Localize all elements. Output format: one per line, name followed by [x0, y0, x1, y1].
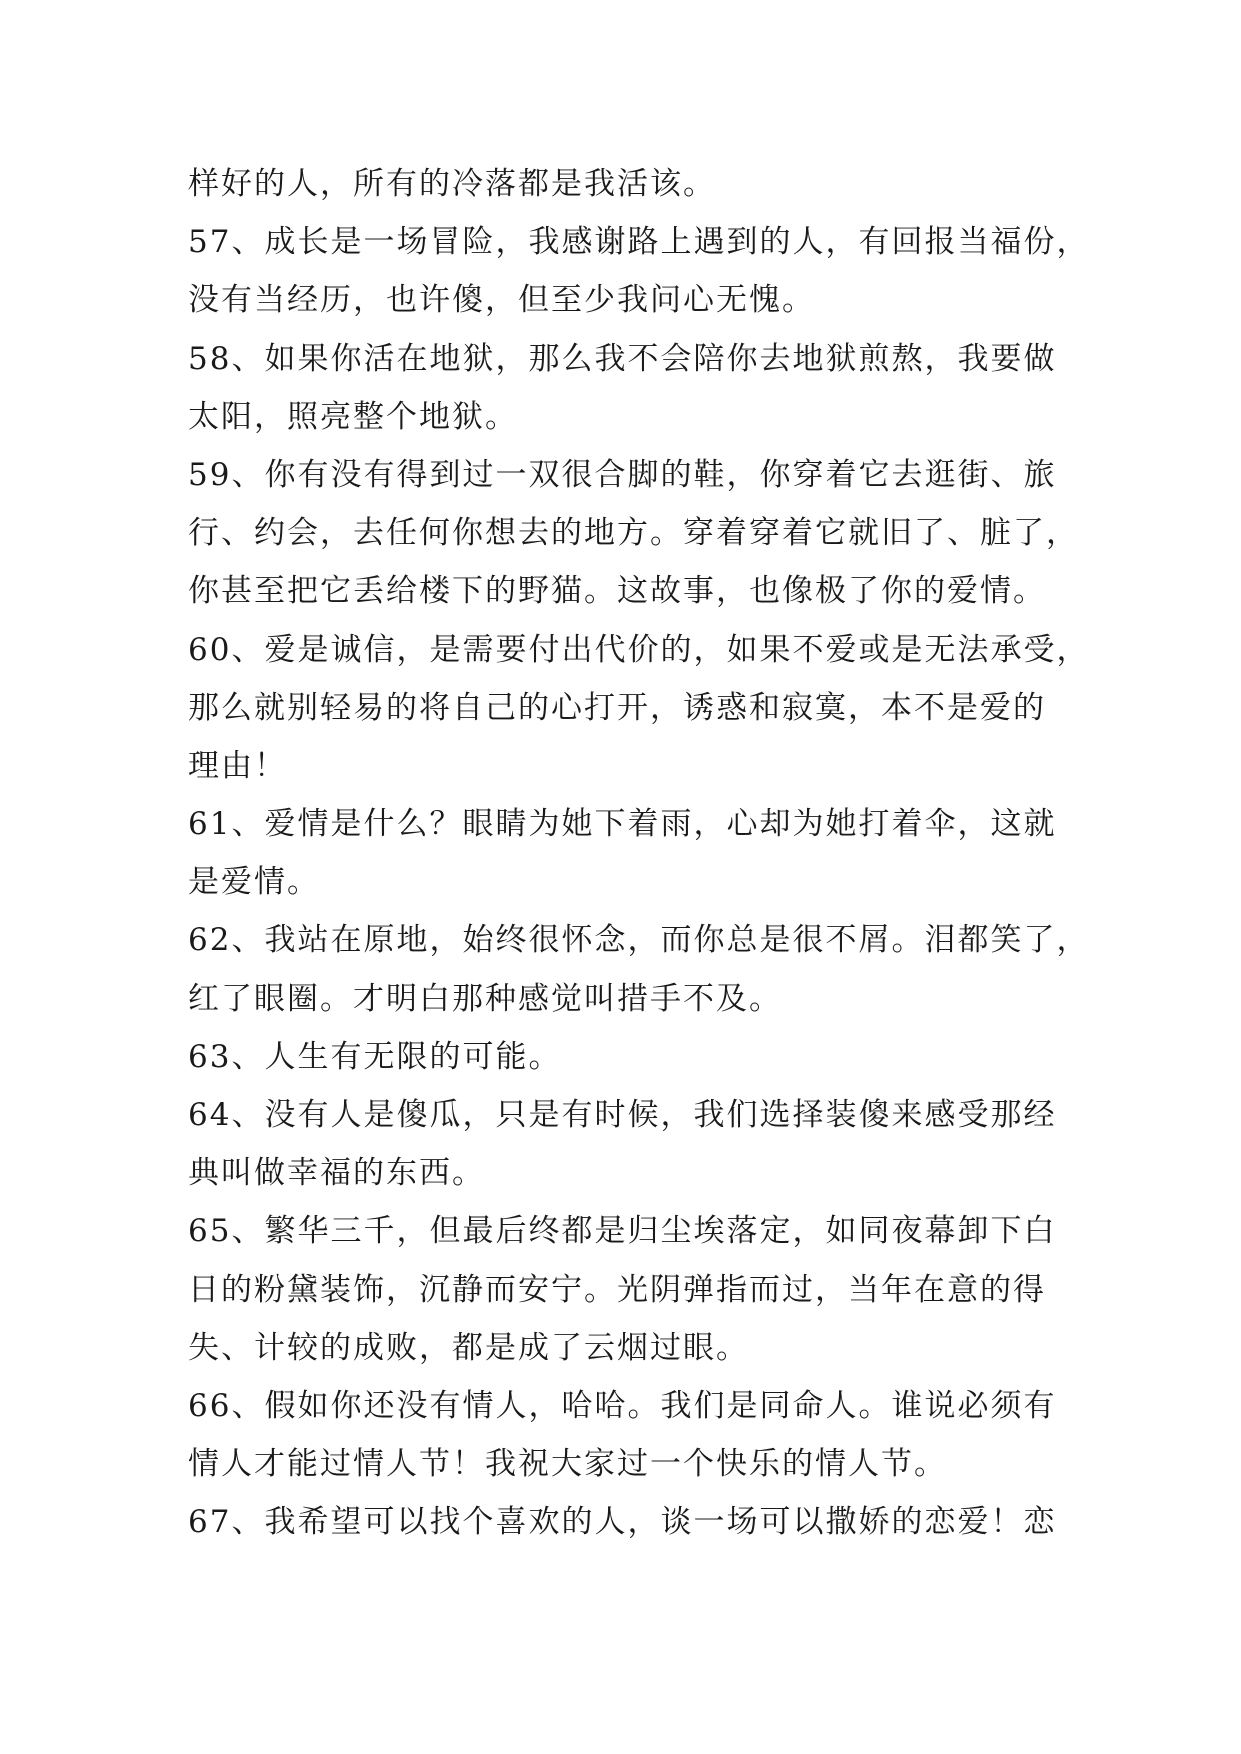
- text-line: 你甚至把它丢给楼下的野猫。这故事，也像极了你的爱情。: [188, 573, 1046, 610]
- text-line: 没有当经历，也许傻，但至少我问心无愧。: [188, 282, 815, 319]
- text-line: 情人才能过情人节！我祝大家过一个快乐的情人节。: [188, 1446, 947, 1483]
- text-line: 62、我站在原地，始终很怀念，而你总是很不屑。泪都笑了，: [188, 922, 1090, 959]
- text-line: 失、计较的成败，都是成了云烟过眼。: [188, 1329, 749, 1366]
- text-line: 67、我希望可以找个喜欢的人，谈一场可以撒娇的恋爱！恋: [188, 1504, 1057, 1541]
- text-line: 63、人生有无限的可能。: [188, 1038, 562, 1075]
- text-line: 58、如果你活在地狱，那么我不会陪你去地狱煎熬，我要做: [188, 340, 1057, 377]
- text-line: 理由！: [188, 747, 287, 784]
- body-text: [188, 155, 1090, 1552]
- text-line: 61、爱情是什么？眼睛为她下着雨，心却为她打着伞，这就: [188, 806, 1057, 843]
- text-line: 57、成长是一场冒险，我感谢路上遇到的人，有回报当福份，: [188, 224, 1090, 261]
- text-line: 红了眼圈。才明白那种感觉叫措手不及。: [188, 980, 782, 1017]
- text-line: 典叫做幸福的东西。: [188, 1155, 485, 1192]
- text-line: 样好的人，所有的冷落都是我活该。: [188, 166, 716, 202]
- text-line: 59、你有没有得到过一双很合脚的鞋，你穿着它去逛街、旅: [188, 456, 1057, 493]
- text-line: 那么就别轻易的将自己的心打开，诱惑和寂寞，本不是爱的: [188, 689, 1046, 726]
- text-line: 是爱情。: [188, 864, 320, 901]
- text-line: 行、约会，去任何你想去的地方。穿着穿着它就旧了、脏了，: [188, 515, 1079, 552]
- text-line: 太阳，照亮整个地狱。: [188, 398, 518, 435]
- text-line: 66、假如你还没有情人，哈哈。我们是同命人。谁说必须有: [188, 1387, 1057, 1424]
- text-line: 65、繁华三千，但最后终都是归尘埃落定，如同夜幕卸下白: [188, 1213, 1057, 1250]
- text-line: 64、没有人是傻瓜，只是有时候，我们选择装傻来感受那经: [188, 1097, 1057, 1133]
- text-line: 60、爱是诚信，是需要付出代价的，如果不爱或是无法承受，: [188, 631, 1090, 668]
- text-line: 日的粉黛装饰，沉静而安宁。光阴弹指而过，当年在意的得: [188, 1271, 1046, 1308]
